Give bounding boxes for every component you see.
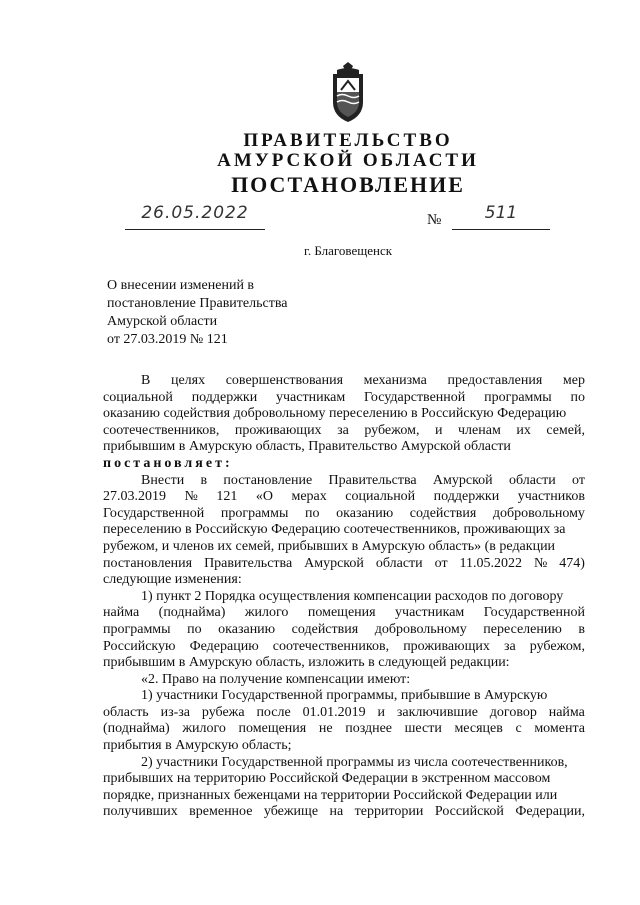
body-text: области [508, 472, 556, 488]
body-text: Амурской [432, 472, 493, 488]
body-text: по [305, 505, 320, 521]
body-text: следующие изменения: [103, 572, 242, 588]
body-text: участникам [276, 389, 346, 405]
body-text: договор [489, 704, 537, 720]
body-text: по [187, 621, 202, 637]
body-text: 474) [559, 555, 585, 571]
body-line [103, 439, 585, 456]
body-text: рубежом, и членов их семей, прибывших в Амурскую область» (в редакции [103, 538, 556, 554]
body-text: постановление [223, 472, 313, 488]
title-line: Амурской области [107, 314, 218, 329]
body-text: добровольному [492, 505, 585, 521]
body-line [103, 688, 585, 705]
body-line [103, 589, 585, 606]
body-text: найма [548, 704, 585, 720]
body-text: социальной [103, 389, 173, 405]
body-line [103, 489, 585, 506]
body-text: область [103, 704, 149, 720]
body-text: в [200, 472, 208, 488]
coat-of-arms-emblem [329, 62, 367, 122]
body-text: участникам [395, 605, 465, 621]
body-text: целях [170, 373, 206, 388]
body-line [103, 655, 585, 672]
body-text: участников [517, 489, 585, 505]
city-name: г. Благовещенск [303, 243, 393, 258]
body-text: 27.03.2019 [103, 489, 166, 505]
body-line [103, 473, 585, 490]
body-text: позднее [345, 721, 393, 737]
body-text: области [375, 555, 423, 571]
body-text: за [337, 422, 349, 438]
body-text: социальной [345, 489, 416, 505]
body-text: программы [484, 389, 552, 405]
body-text: проживающих [234, 422, 322, 438]
body-text: из-за [160, 704, 191, 720]
body-text: не [318, 721, 333, 737]
body-text: членам [458, 422, 501, 438]
body-text: оказанию [218, 621, 276, 637]
body-text: Государственной [103, 505, 205, 521]
body-line [103, 622, 585, 639]
body-text: момента [534, 721, 585, 737]
body-text: прибывшим в Амурскую область, Правительство Амурской области [103, 439, 511, 455]
body-text: в [578, 621, 585, 637]
body-text: «О [255, 489, 273, 505]
handwritten-date: 26.05.2022 [125, 203, 265, 230]
body-text: рубежа [201, 704, 245, 720]
body-text: жилого [244, 605, 289, 621]
body-text: оказанию содействия добровольному переселению в Российскую Федерацию [103, 406, 567, 422]
body-text: месяцев [454, 721, 503, 737]
body-text: Федерацию [189, 638, 259, 654]
body-text: жилого [182, 721, 226, 737]
body-line [103, 788, 585, 805]
body-text: соотечественников, [272, 638, 390, 654]
body-line [103, 539, 585, 556]
body-text: Государственной [364, 389, 466, 405]
body-text: В [141, 373, 151, 388]
body-text: временное [189, 804, 253, 820]
body-text: с [515, 721, 522, 737]
body-line [103, 705, 585, 722]
title-line: от 27.03.2019 № 121 [107, 332, 228, 347]
body-text: от [572, 472, 585, 488]
body-text: Российской [434, 804, 504, 820]
body-text: от [434, 555, 448, 571]
body-line [103, 406, 585, 423]
body-text: № [533, 555, 548, 571]
body-text: найма [103, 605, 140, 621]
body-text: совершенствования [225, 373, 344, 388]
body-text: рубежом, [364, 422, 420, 438]
body-text: 01.01.2019 [302, 704, 366, 720]
body-line [103, 605, 585, 622]
body-line [103, 755, 585, 772]
body-text: поддержки [191, 389, 258, 405]
handwritten-number: 511 [452, 203, 550, 230]
body-text: (поднайма) [103, 721, 170, 737]
number-label: № [427, 212, 442, 228]
body-text: их [516, 422, 531, 438]
body-line [103, 556, 585, 573]
body-text: соотечественников, [103, 422, 220, 438]
body-text: прибывших на территорию Российской Федерации в экстренном массовом [103, 771, 551, 787]
body-text: по [570, 389, 585, 405]
body-line [103, 639, 585, 656]
body-text: механизма [363, 373, 427, 388]
body-line [103, 423, 585, 440]
document-title [107, 277, 287, 349]
body-text: на [329, 804, 344, 820]
body-text: постановления [103, 555, 193, 571]
body-text: переселению в Российскую Федерацию соотечественников, проживающих за [103, 522, 566, 538]
body-text: переселению [483, 621, 562, 637]
title-line: О внесении изменений в [107, 278, 255, 293]
body-text: порядке, признанных беженцами на территории Российской Федерации или [103, 787, 558, 803]
body-text: Внести [141, 472, 185, 488]
body-line [103, 456, 585, 473]
body-text: оказанию [336, 505, 394, 521]
body-text: Федерации, [515, 804, 585, 820]
body-text: добровольному [374, 621, 467, 637]
body-line [103, 390, 585, 407]
body-text: Российскую [103, 638, 176, 654]
body-text: 121 [216, 489, 238, 505]
body-text: проживающих [403, 638, 490, 654]
body-text: программы [103, 621, 171, 637]
body-text: (поднайма) [158, 605, 226, 621]
body-text: 11.05.2022 [459, 555, 522, 571]
body-text: Амурской [304, 555, 364, 571]
body-line [103, 506, 585, 523]
body-line [103, 672, 585, 689]
body-text: № [184, 489, 198, 505]
body-text: семей, [546, 422, 585, 438]
body-text: мер [562, 373, 585, 388]
body-text: заключившие [396, 704, 478, 720]
document-body [103, 373, 585, 821]
body-text: Государственной [483, 605, 585, 621]
body-text: после [256, 704, 291, 720]
body-text: шести [404, 721, 442, 737]
body-text: мерах [291, 489, 327, 505]
body-text: прибывшим в Амурскую область, изложить в следующей редакции: [103, 655, 510, 671]
body-text: рубежом, [529, 638, 585, 654]
body-text: и [377, 704, 385, 720]
body-text: 1) участники Государственной программы, прибывшие в Амурскую [141, 688, 548, 704]
body-line [103, 373, 585, 390]
org-name-line-2: АМУРСКОЙ ОБЛАСТИ [217, 150, 479, 171]
body-text: за [503, 638, 516, 654]
body-text: получивших [103, 804, 178, 820]
body-text: содействия [409, 505, 477, 521]
org-name-line-1: ПРАВИТЕЛЬСТВО [243, 130, 453, 151]
body-text: 2) участники Государственной программы из числа соотечественников, [141, 754, 568, 770]
document-type: ПОСТАНОВЛЕНИЕ [231, 172, 465, 197]
body-line [103, 738, 585, 755]
body-line [103, 572, 585, 589]
body-text: содействия [291, 621, 359, 637]
body-text: территории [354, 804, 424, 820]
body-text: программы [220, 505, 289, 521]
body-text: прибытия в Амурскую область; [103, 738, 292, 754]
body-line [103, 721, 585, 738]
body-text: и [435, 422, 443, 438]
title-line: постановление Правительства [107, 296, 288, 311]
body-text: помещения [238, 721, 307, 737]
body-text: постановляет: [103, 455, 233, 471]
body-text: предоставления [447, 373, 543, 388]
body-text: 1) пункт 2 Порядка осуществления компенсации расходов по договору [141, 588, 564, 604]
body-line [103, 804, 585, 821]
body-text: Правительства [204, 555, 293, 571]
body-text: поддержки [433, 489, 500, 505]
body-text: помещения [307, 605, 376, 621]
body-text: убежище [263, 804, 319, 820]
body-line [103, 522, 585, 539]
body-text: Правительства [328, 472, 417, 488]
body-text: «2. Право на получение компенсации имеют: [141, 671, 411, 687]
body-line [103, 771, 585, 788]
